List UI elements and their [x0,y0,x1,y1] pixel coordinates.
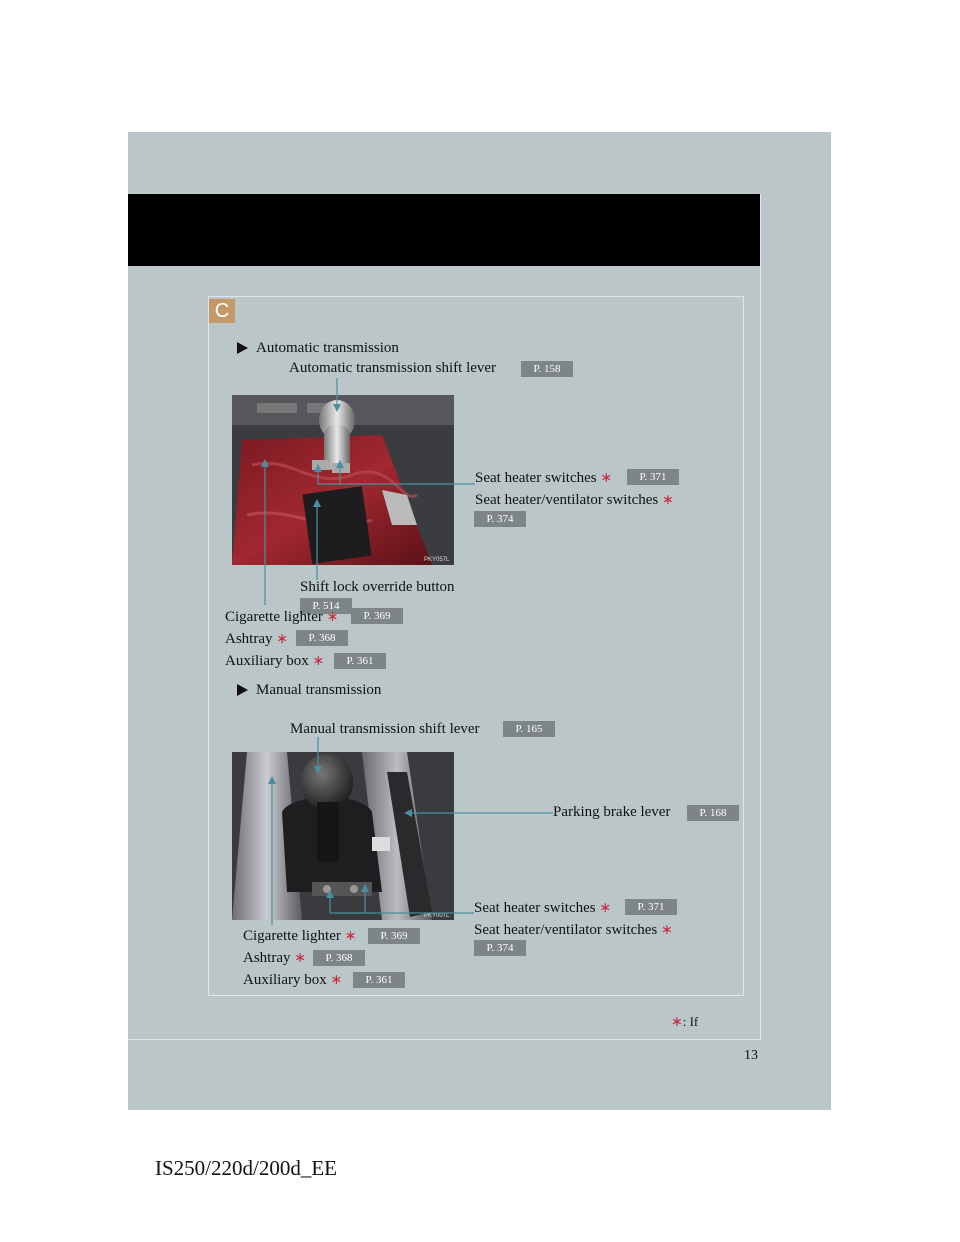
manual-cigarette-label: Cigarette lighter ∗ [243,928,357,944]
shift-lock-page[interactable]: P. 514 [300,598,352,614]
manual-seat-vent-page[interactable]: P. 374 [474,940,526,956]
manual-heading: Manual transmission [256,682,382,698]
manual-seat-heater-page[interactable]: P. 371 [625,899,677,915]
manual-cigarette-page[interactable]: P. 369 [368,928,420,944]
auto-cigarette-page[interactable]: P. 369 [351,608,403,624]
manual-ashtray-label: Ashtray ∗ [243,950,306,966]
manual-ashtray-page[interactable]: P. 368 [313,950,365,966]
margin-line [760,194,761,1040]
parking-brake-page[interactable]: P. 168 [687,805,739,821]
page-number: 13 [744,1048,758,1063]
manual-seat-heater-label: Seat heater switches ∗ [474,900,612,916]
optional-asterisk: ∗ [600,470,613,486]
auto-ashtray-label: Ashtray ∗ [225,631,288,647]
automatic-console-photo [232,395,454,565]
manual-aux-box-page[interactable]: P. 361 [353,972,405,988]
auto-aux-box-label: Auxiliary box ∗ [225,653,325,669]
heading-arrow-icon [237,684,248,696]
manual-shift-lever-page[interactable]: P. 165 [503,721,555,737]
optional-asterisk: ∗ [661,922,673,938]
heading-arrow-icon [237,342,248,354]
optional-asterisk: ∗ [599,900,612,916]
automatic-console-illustration [232,395,454,565]
footer-line [128,1039,760,1040]
optional-asterisk: ∗ [326,609,339,625]
parking-brake-label: Parking brake lever [553,804,671,820]
auto-cigarette-label: Cigarette lighter ∗ [225,609,339,625]
optional-asterisk: ∗ [312,653,325,669]
model-code: IS250/220d/200d_EE [155,1156,337,1180]
optional-asterisk: ∗ [294,950,306,966]
auto-aux-box-page[interactable]: P. 361 [334,653,386,669]
manual-console-illustration [232,752,454,920]
auto-seat-vent-page[interactable]: P. 374 [474,511,526,527]
optional-asterisk: ∗ [276,631,288,647]
auto-seat-heater-page[interactable]: P. 371 [627,469,679,485]
optional-asterisk: ∗ [330,972,343,988]
manual-seat-vent-label: Seat heater/ventilator switches ∗ [474,922,673,938]
optional-asterisk: ∗ [662,492,674,508]
auto-seat-vent-label: Seat heater/ventilator switches ∗ [475,492,674,508]
auto-shift-lever-page[interactable]: P. 158 [521,361,573,377]
auto-ashtray-page[interactable]: P. 368 [296,630,348,646]
section-badge: C [209,299,235,323]
manual-aux-box-label: Auxiliary box ∗ [243,972,343,988]
optional-asterisk: ∗ [344,928,357,944]
optional-asterisk: ∗ [671,1014,683,1030]
auto-shift-lever-label: Automatic transmission shift lever [289,360,497,376]
manual-shift-lever-label: Manual transmission shift lever [290,721,480,737]
manual-photo-code: PKY007L [424,913,450,919]
manual-console-photo [232,752,454,920]
auto-seat-heater-label: Seat heater switches ∗ [475,470,613,486]
shift-lock-label: Shift lock override button [300,579,455,595]
footnote: ∗: If [671,1014,699,1030]
auto-heading: Automatic transmission [256,340,399,356]
header-bar [128,194,760,266]
auto-photo-code: PKY057L [424,557,450,563]
